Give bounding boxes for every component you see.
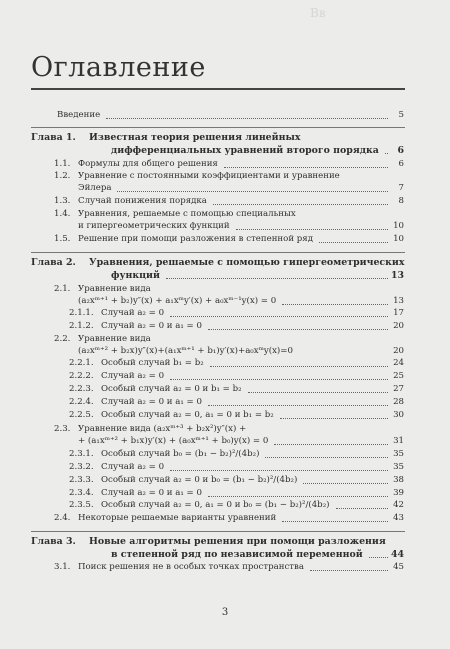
toc-leader-dots <box>224 159 388 168</box>
toc-leader-dots <box>319 234 388 243</box>
toc-entry-title: Случай a₂ = 0 и a₁ = 0 <box>101 397 202 407</box>
section-divider <box>31 252 405 253</box>
bleed-through-text: Вв <box>310 6 326 20</box>
toc-leader-dots <box>274 436 388 445</box>
toc-entry-title: (a₂xᵐ⁺¹ + b₂)y″(x) + a₁xᵐy′(x) + a₀xᵐ⁻¹y(x) = 0 <box>78 296 277 306</box>
toc-leader-dots <box>170 371 388 380</box>
toc-entry-title: Случай a₂ = 0 <box>101 308 165 318</box>
toc-entry-title: Особый случай b₀ = (b₁ − b₂)²/(4b₂) <box>101 449 260 459</box>
toc-entry-title: дифференциальных уравнений второго порядка <box>111 145 379 156</box>
toc-entry-number: Глава 1. <box>31 132 76 143</box>
toc-page-number: 30 <box>393 410 404 420</box>
toc-entry-title: Уравнения, решаемые с помощью гипергеометрических <box>89 257 405 268</box>
toc-page-number: 20 <box>393 321 404 331</box>
toc-page-number: 5 <box>398 110 404 120</box>
toc-page-number: 13 <box>393 296 404 306</box>
toc-entry-number: 2.2.2. <box>69 371 94 381</box>
toc-entry-number: 3.1. <box>54 562 71 572</box>
toc-leader-dots <box>248 384 388 393</box>
page-number: 3 <box>221 607 229 618</box>
toc-page-number: 6 <box>398 159 404 169</box>
toc-entry-title: Решение при помощи разложения в степенной ряд <box>78 234 313 244</box>
toc-page-number: 10 <box>393 221 404 231</box>
toc-leader-dots <box>208 397 388 406</box>
toc-entry-title: Случай a₂ = 0 <box>101 371 165 381</box>
toc-entry-title: функций <box>111 270 160 281</box>
toc-leader-dots <box>282 296 388 305</box>
toc-entry-number: 2.1. <box>54 284 71 294</box>
toc-leader-dots <box>236 221 388 230</box>
toc-page-number: 35 <box>393 449 404 459</box>
toc-entry-number: 1.5. <box>54 234 71 244</box>
toc-entry-number: 2.3.3. <box>69 475 94 485</box>
toc-page-number: 43 <box>393 513 404 523</box>
toc-entry-title: Особый случай a₂ = 0, a₁ = 0 и b₀ = (b₁ − b₂)²/(4b₂) <box>101 500 330 510</box>
toc-entry-number: 2.1.1. <box>69 308 94 318</box>
toc-entry-number: 2.2.1. <box>69 358 94 368</box>
toc-leader-dots <box>170 462 388 471</box>
toc-page-number: 42 <box>393 500 404 510</box>
toc-page-number: 20 <box>393 346 404 356</box>
toc-leader-dots <box>166 270 388 279</box>
toc-entry-title: Уравнение вида <box>78 334 151 344</box>
toc-entry-title: Уравнения, решаемые с помощью специальных <box>78 209 296 219</box>
toc-entry-title: Введение <box>57 110 101 120</box>
toc-leader-dots <box>310 562 388 571</box>
toc-entry-number: 1.4. <box>54 209 71 219</box>
toc-leader-dots <box>210 358 388 367</box>
toc-entry-title: в степенной ряд по независимой переменной <box>111 549 363 560</box>
toc-entry-title: Уравнение вида (a₂xᵐ⁺³ + b₂x²)y″(x) + <box>78 424 247 434</box>
toc-entry-number: 2.4. <box>54 513 71 523</box>
toc-entry-number: 2.2.4. <box>69 397 94 407</box>
toc-page-number: 31 <box>393 436 404 446</box>
toc-entry-title: Формулы для общего решения <box>78 159 218 169</box>
toc-entry-number: 2.3.2. <box>69 462 94 472</box>
toc-entry-number: 2.1.2. <box>69 321 94 331</box>
toc-entry-title: Уравнение с постоянными коэффициентами и уравнение <box>78 171 340 181</box>
title-rule <box>31 88 405 90</box>
toc-page-number: 39 <box>393 488 404 498</box>
toc-entry-number: 1.2. <box>54 171 71 181</box>
toc-entry-title: Поиск решения не в особых точках пространства <box>78 562 304 572</box>
toc-entry-title: Особый случай b₁ = b₂ <box>101 358 204 368</box>
toc-entry-number: Глава 2. <box>31 257 76 268</box>
toc-page-number: 8 <box>398 196 404 206</box>
toc-entry-number: 2.3.1. <box>69 449 94 459</box>
toc-page-number: 27 <box>393 384 404 394</box>
toc-leader-dots <box>369 549 388 558</box>
toc-entry-title: Случай a₂ = 0 и a₁ = 0 <box>101 488 202 498</box>
toc-entry-title: Случай a₂ = 0 <box>101 462 165 472</box>
toc-entry-number: 1.3. <box>54 196 71 206</box>
toc-entry-number: 2.2.3. <box>69 384 94 394</box>
toc-leader-dots <box>280 410 388 419</box>
toc-entry-number: Глава 3. <box>31 536 76 547</box>
toc-page-number: 28 <box>393 397 404 407</box>
toc-entry-title: Известная теория решения линейных <box>89 132 301 143</box>
toc-leader-dots <box>208 488 388 497</box>
toc-entry-title: + (a₁xᵐ⁺² + b₁x)y′(x) + (a₀xᵐ⁺¹ + b₀)y(x) = 0 <box>78 436 269 446</box>
toc-leader-dots <box>117 183 388 192</box>
toc-leader-dots <box>385 145 388 154</box>
toc-leader-dots <box>303 475 388 484</box>
toc-entry-title: Особый случай a₂ = 0 и b₁ = b₂ <box>101 384 242 394</box>
toc-page-number: 10 <box>393 234 404 244</box>
toc-entry-number: 2.2. <box>54 334 71 344</box>
toc-page-number: 24 <box>393 358 404 368</box>
toc-entry-title: Особый случай a₂ = 0 и b₀ = (b₁ − b₂)²/(4b₂) <box>101 475 298 485</box>
toc-page-number: 38 <box>393 475 404 485</box>
toc-page-number: 17 <box>393 308 404 318</box>
toc-entry-title: Некоторые решаемые варианты уравнений <box>78 513 277 523</box>
toc-entry-title: Эйлера <box>78 183 112 193</box>
toc-page-number: 6 <box>397 145 404 156</box>
section-divider <box>31 531 405 532</box>
toc-entry-number: 2.3.4. <box>69 488 94 498</box>
toc-entry-number: 2.2.5. <box>69 410 94 420</box>
toc-page-number: 45 <box>393 562 404 572</box>
toc-entry-number: 2.3. <box>54 424 71 434</box>
toc-entry-title: Новые алгоритмы решения при помощи разложения <box>89 536 386 547</box>
toc-page-number: 25 <box>393 371 404 381</box>
toc-entry-title: Случай a₂ = 0 и a₁ = 0 <box>101 321 202 331</box>
toc-leader-dots <box>282 513 388 522</box>
toc-page-number: 13 <box>390 270 404 281</box>
toc-entry-title: Особый случай a₂ = 0, a₁ = 0 и b₁ = b₂ <box>101 410 274 420</box>
page-title: Оглавление <box>31 52 206 83</box>
toc-page-number: 44 <box>390 549 404 560</box>
toc-leader-dots <box>213 196 388 205</box>
toc-leader-dots <box>208 321 388 330</box>
toc-entry-title: Случай понижения порядка <box>78 196 207 206</box>
toc-entry-title: и гипергеометрических функций <box>78 221 230 231</box>
toc-entry-number: 1.1. <box>54 159 71 169</box>
toc-leader-dots <box>336 500 389 509</box>
toc-page-number: 7 <box>398 183 404 193</box>
toc-leader-dots <box>106 110 388 119</box>
toc-entry-title: Уравнение вида <box>78 284 151 294</box>
toc-page-number: 35 <box>393 462 404 472</box>
toc-entry-number: 2.3.5. <box>69 500 94 510</box>
toc-entry-title: (a₂xᵐ⁺² + b₂x)y″(x)+(a₁xᵐ⁺¹ + b₁)y′(x)+a₀xᵐy(x)=0 <box>78 346 293 356</box>
toc-leader-dots <box>265 449 388 458</box>
section-divider <box>31 127 405 128</box>
toc-leader-dots <box>170 308 388 317</box>
